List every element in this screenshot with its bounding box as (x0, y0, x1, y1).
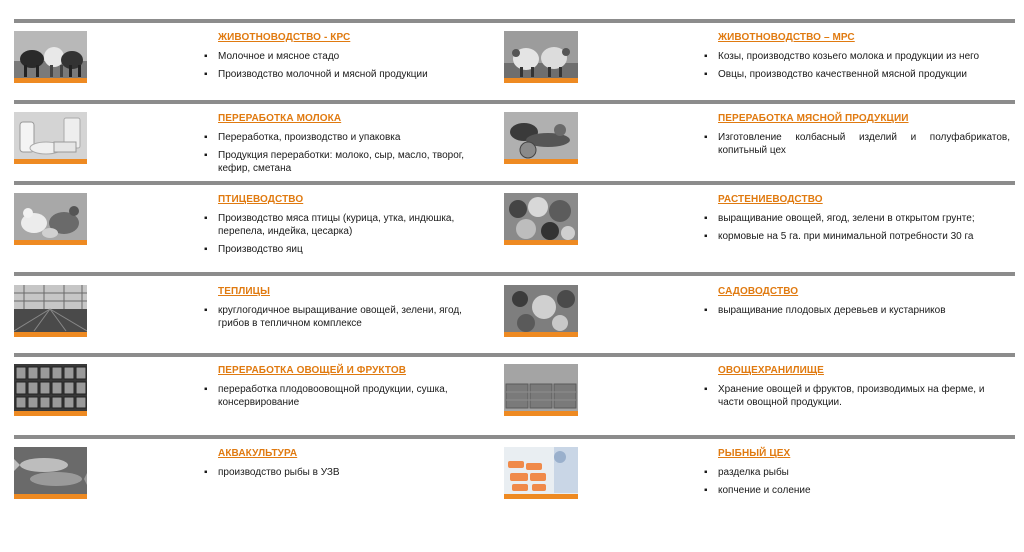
section-poultry (204, 193, 479, 261)
section-cattle (204, 31, 479, 86)
list-item: ▪ выращивание плодовых деревьев и кустарников (704, 305, 946, 316)
list-item: ▪ Козы, производство козьего молока и продукции из него (704, 51, 980, 62)
list-item: ▪ Изготовление колбасный изделий и полуфабрикатов, копитьный цех (704, 132, 1010, 156)
section-title[interactable]: РАСТЕНИЕВОДСТВО (718, 194, 823, 205)
section-title[interactable]: РЫБНЫЙ ЦЕХ (718, 448, 791, 459)
list-item: ▪ Производство мяса птицы (курица, утка, индюшка, перепела, индейка, цесарка) (204, 213, 455, 237)
list-item: ▪ Хранение овощей и фруктов, производимых на ферме, и части овощной продукции. (704, 384, 985, 408)
section-title[interactable]: ПЕРЕРАБОТКА ОВОЩЕЙ И ФРУКТОВ (218, 365, 407, 376)
section-fish-workshop (704, 447, 1010, 502)
list-item: ▪ Продукция переработки: молоко, сыр, масло, творог, кефир, сметана (204, 150, 465, 174)
section-title[interactable]: ЖИВОТНОВОДСТВО – МРС (718, 32, 855, 43)
section-gardening (704, 285, 1010, 322)
section-small-livestock (704, 31, 1010, 86)
storage-photo (504, 364, 578, 416)
canning-photo (14, 364, 87, 416)
section-milk-processing (204, 112, 479, 180)
section-vegetable-storage (704, 364, 1010, 414)
vegetables-photo (504, 193, 578, 245)
section-separator (14, 353, 1015, 357)
section-title[interactable]: ОВОЩЕХРАНИЛИЩЕ (718, 365, 824, 376)
list-item: ▪ кормовые на 5 га. при минимальной потребности 30 га (704, 231, 974, 242)
section-separator (14, 181, 1015, 185)
section-crop-growing (704, 193, 1010, 248)
list-item: ▪ производство рыбы в УЗВ (204, 467, 340, 478)
fish-processing-photo (504, 447, 578, 499)
dairy-photo (14, 112, 87, 164)
poultry-photo (14, 193, 87, 245)
list-item: ▪ Молочное и мясное стадо (204, 51, 340, 62)
section-greenhouses (204, 285, 479, 335)
section-title[interactable]: ПЕРЕРАБОТКА МОЛОКА (218, 113, 342, 124)
list-item: ▪ Овцы, производство качественной мясной продукции (704, 69, 967, 80)
list-item: ▪ Производство яиц (204, 244, 303, 255)
list-item: ▪ Производство молочной и мясной продукции (204, 69, 428, 80)
section-separator (14, 100, 1015, 104)
section-fruit-veg-processing (204, 364, 479, 414)
sheep-photo (504, 31, 578, 83)
section-title[interactable]: ЖИВОТНОВОДСТВО - КРС (218, 32, 351, 43)
section-aquaculture (204, 447, 479, 484)
section-separator (14, 435, 1015, 439)
section-title[interactable]: САДОВОДСТВО (718, 286, 799, 297)
list-item: ▪ выращивание овощей, ягод, зелени в открытом грунте; (704, 213, 975, 224)
fish-photo (14, 447, 87, 499)
section-title[interactable]: ПЕРЕРАБОТКА МЯСНОЙ ПРОДУКЦИИ (718, 113, 909, 124)
list-item: ▪ копчение и соление (704, 485, 811, 496)
list-item: ▪ круглогодичное выращивание овощей, зелени, ягод, грибов в тепличном комплексе (204, 305, 462, 329)
section-meat-processing (704, 112, 1010, 162)
section-title[interactable]: ПТИЦЕВОДСТВО (218, 194, 304, 205)
list-item: ▪ разделка рыбы (704, 467, 789, 478)
section-title[interactable]: АКВАКУЛЬТУРА (218, 448, 298, 459)
orchard-photo (504, 285, 578, 337)
list-item: ▪ переработка плодовоовощной продукции, сушка, консервирование (204, 384, 448, 408)
section-separator (14, 272, 1015, 276)
list-item: ▪ Переработка, производство и упаковка (204, 132, 401, 143)
section-separator (14, 19, 1015, 23)
greenhouse-photo (14, 285, 87, 337)
sausage-photo (504, 112, 578, 164)
section-title[interactable]: ТЕПЛИЦЫ (218, 286, 270, 297)
cows-photo (14, 31, 87, 83)
